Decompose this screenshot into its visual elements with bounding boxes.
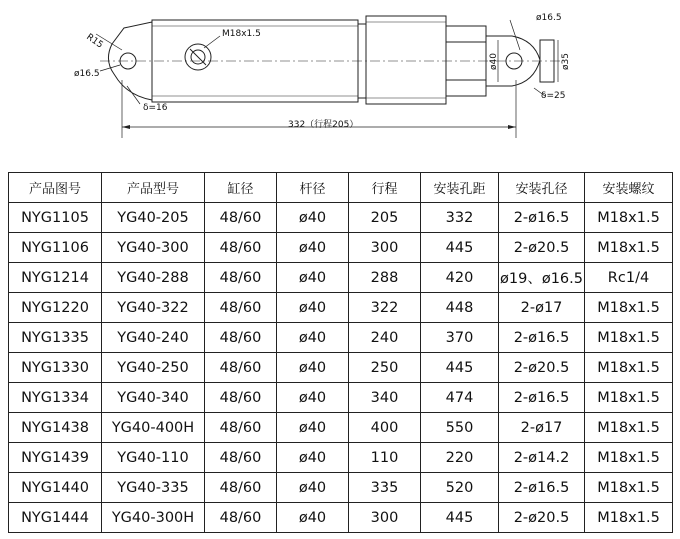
table-cell: YG40-300 — [102, 233, 205, 263]
table-cell: 240 — [349, 323, 421, 353]
table-cell: ø40 — [277, 473, 349, 503]
table-cell: 420 — [421, 263, 499, 293]
table-cell: 2-ø20.5 — [499, 503, 585, 533]
table-cell: NYG1438 — [9, 413, 102, 443]
table-cell: 370 — [421, 323, 499, 353]
table-cell: YG40-250 — [102, 353, 205, 383]
table-cell: 48/60 — [205, 383, 277, 413]
table-cell: YG40-240 — [102, 323, 205, 353]
table-cell: NYG1214 — [9, 263, 102, 293]
table-cell: YG40-340 — [102, 383, 205, 413]
table-cell: M18x1.5 — [585, 233, 673, 263]
table-cell: 2-ø17 — [499, 413, 585, 443]
table-cell: 332 — [421, 203, 499, 233]
table-cell: ø40 — [277, 233, 349, 263]
table-cell: 300 — [349, 233, 421, 263]
eye-width-label: ø35 — [561, 53, 571, 70]
column-header: 产品型号 — [102, 173, 205, 203]
table-cell: 2-ø16.5 — [499, 323, 585, 353]
rod-diameter-label: ø40 — [489, 53, 499, 70]
table-cell: 2-ø20.5 — [499, 353, 585, 383]
thread-label: M18x1.5 — [222, 29, 261, 39]
table-cell: M18x1.5 — [585, 353, 673, 383]
column-header: 缸径 — [205, 173, 277, 203]
table-cell: ø40 — [277, 203, 349, 233]
table-cell: 110 — [349, 443, 421, 473]
table-row — [9, 293, 673, 323]
table-row — [9, 383, 673, 413]
overall-length-label: 332（行程205） — [288, 120, 359, 130]
left-thickness-label: δ=16 — [143, 103, 168, 113]
table-cell: M18x1.5 — [585, 473, 673, 503]
table-cell: 474 — [421, 383, 499, 413]
table-cell: 220 — [421, 443, 499, 473]
table-cell: 48/60 — [205, 353, 277, 383]
table-cell: 48/60 — [205, 413, 277, 443]
table-cell: ø40 — [277, 323, 349, 353]
cylinder-technical-drawing — [0, 0, 680, 160]
table-cell: M18x1.5 — [585, 293, 673, 323]
table-cell: NYG1106 — [9, 233, 102, 263]
table-row — [9, 323, 673, 353]
table-row — [9, 353, 673, 383]
table-cell: ø40 — [277, 443, 349, 473]
column-header: 产品图号 — [9, 173, 102, 203]
table-cell: Rc1/4 — [585, 263, 673, 293]
column-header: 安装螺纹 — [585, 173, 673, 203]
table-cell: 48/60 — [205, 473, 277, 503]
table-cell: NYG1105 — [9, 203, 102, 233]
table-cell: 445 — [421, 353, 499, 383]
table-cell: 550 — [421, 413, 499, 443]
table-cell: 2-ø17 — [499, 293, 585, 323]
table-cell: M18x1.5 — [585, 383, 673, 413]
table-cell: 340 — [349, 383, 421, 413]
table-cell: 448 — [421, 293, 499, 323]
table-cell: 48/60 — [205, 203, 277, 233]
table-cell: ø40 — [277, 353, 349, 383]
table-cell: YG40-322 — [102, 293, 205, 323]
table-cell: 2-ø16.5 — [499, 473, 585, 503]
table-cell: NYG1220 — [9, 293, 102, 323]
right-hole-diameter-label: ø16.5 — [536, 13, 562, 23]
table-cell: YG40-300H — [102, 503, 205, 533]
spec-table — [8, 172, 673, 533]
table-cell: 2-ø16.5 — [499, 203, 585, 233]
table-cell: YG40-400H — [102, 413, 205, 443]
column-header: 行程 — [349, 173, 421, 203]
table-cell: 400 — [349, 413, 421, 443]
right-thickness-label: δ=25 — [541, 91, 566, 101]
table-cell: 445 — [421, 503, 499, 533]
table-cell: YG40-110 — [102, 443, 205, 473]
table-cell: NYG1439 — [9, 443, 102, 473]
table-cell: M18x1.5 — [585, 203, 673, 233]
column-header: 杆径 — [277, 173, 349, 203]
table-row — [9, 413, 673, 443]
table-cell: 445 — [421, 233, 499, 263]
table-cell: 2-ø14.2 — [499, 443, 585, 473]
table-cell: NYG1444 — [9, 503, 102, 533]
table-cell: 48/60 — [205, 293, 277, 323]
table-cell: 205 — [349, 203, 421, 233]
table-row — [9, 473, 673, 503]
table-row — [9, 503, 673, 533]
table-cell: 322 — [349, 293, 421, 323]
table-cell: M18x1.5 — [585, 413, 673, 443]
table-cell: M18x1.5 — [585, 323, 673, 353]
table-cell: ø40 — [277, 293, 349, 323]
table-cell: NYG1334 — [9, 383, 102, 413]
table-cell: 48/60 — [205, 263, 277, 293]
table-cell: 335 — [349, 473, 421, 503]
table-cell: 48/60 — [205, 323, 277, 353]
table-cell: ø40 — [277, 503, 349, 533]
table-cell: ø40 — [277, 383, 349, 413]
table-cell: 300 — [349, 503, 421, 533]
table-cell: 520 — [421, 473, 499, 503]
table-cell: ø19、ø16.5 — [499, 263, 585, 293]
table-cell: 48/60 — [205, 503, 277, 533]
table-cell: 48/60 — [205, 233, 277, 263]
table-cell: M18x1.5 — [585, 503, 673, 533]
table-cell: NYG1440 — [9, 473, 102, 503]
left-hole-diameter-label: ø16.5 — [74, 69, 100, 79]
table-cell: YG40-288 — [102, 263, 205, 293]
gland — [366, 16, 446, 104]
table-cell: NYG1335 — [9, 323, 102, 353]
column-header: 安装孔距 — [421, 173, 499, 203]
table-row — [9, 263, 673, 293]
table-row — [9, 443, 673, 473]
table-row — [9, 203, 673, 233]
table-cell: 2-ø16.5 — [499, 383, 585, 413]
table-cell: NYG1330 — [9, 353, 102, 383]
table-cell: ø40 — [277, 413, 349, 443]
column-header: 安装孔径 — [499, 173, 585, 203]
r15-label: R15 — [84, 32, 105, 51]
table-cell: 288 — [349, 263, 421, 293]
table-cell: 250 — [349, 353, 421, 383]
table-cell: YG40-205 — [102, 203, 205, 233]
table-header-row — [9, 173, 673, 203]
table-cell: M18x1.5 — [585, 443, 673, 473]
table-cell: 48/60 — [205, 443, 277, 473]
table-cell: ø40 — [277, 263, 349, 293]
table-row — [9, 233, 673, 263]
table-cell: 2-ø20.5 — [499, 233, 585, 263]
table-cell: YG40-335 — [102, 473, 205, 503]
